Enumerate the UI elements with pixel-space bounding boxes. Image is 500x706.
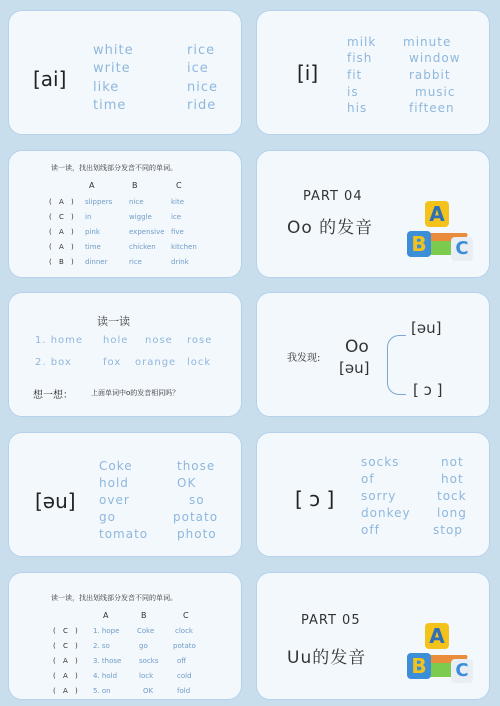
word: stop [433, 523, 463, 537]
word: expensive [129, 228, 165, 236]
word: fit [347, 68, 363, 82]
col-header: C [176, 181, 182, 190]
answer: A [59, 198, 64, 206]
part-label: PART 05 [301, 613, 361, 628]
bracket-open: ( [53, 657, 56, 665]
word: photo [177, 527, 217, 541]
word: nice [129, 198, 144, 206]
word: 2. box [35, 357, 72, 368]
word: ride [187, 98, 217, 113]
bracket-open: ( [53, 687, 56, 695]
slide-title: 读一读 [97, 315, 130, 328]
word: 1. home [35, 335, 84, 346]
think-question: 上面单词中o的发音相同吗？ [91, 389, 180, 397]
slide-exercise-i [8, 150, 242, 278]
word: go [99, 510, 116, 524]
word: hole [103, 335, 129, 346]
word: Coke [99, 459, 133, 473]
bracket-close: ) [71, 228, 74, 236]
word: clock [175, 627, 193, 635]
brace [387, 335, 406, 395]
word: fold [177, 687, 191, 695]
word: nose [145, 335, 173, 346]
answer: A [59, 228, 64, 236]
bracket-open: ( [49, 213, 52, 221]
word: 2. so [93, 642, 110, 650]
bracket-open: ( [53, 627, 56, 635]
slide-ai [8, 10, 242, 135]
word: socks [361, 455, 400, 469]
word: go [139, 642, 148, 650]
word: dinner [85, 258, 108, 266]
phoneme-top: [əu] [411, 319, 442, 337]
word: nice [187, 80, 218, 95]
word: music [415, 85, 456, 99]
word: potato [173, 642, 196, 650]
word: in [85, 213, 92, 221]
word: potato [173, 510, 219, 524]
answer: A [63, 672, 68, 680]
word: fifteen [409, 101, 455, 115]
word: fish [347, 51, 373, 65]
word: white [93, 43, 134, 58]
word: milk [347, 35, 377, 49]
col-header: A [89, 181, 95, 190]
word: write [93, 61, 131, 76]
block-b: B [407, 231, 431, 257]
slide-part05 [256, 572, 490, 700]
word: orange [135, 357, 177, 368]
col-header: A [103, 611, 109, 620]
slide-read [8, 292, 242, 417]
phoneme-label: [əu] [35, 489, 76, 513]
word: off [361, 523, 380, 537]
bracket-close: ) [71, 258, 74, 266]
word: hot [441, 472, 464, 486]
word: so [189, 493, 205, 507]
word: 4. hold [93, 672, 118, 680]
slide-discovery [256, 292, 490, 417]
phoneme-label: [ai] [33, 67, 67, 91]
bracket-close: ) [75, 657, 78, 665]
word: off [177, 657, 187, 665]
part-label: PART 04 [303, 189, 363, 204]
slide-i [256, 10, 490, 135]
instruction: 读一读，找出划线部分发音不同的单词。 [51, 164, 177, 172]
word: like [93, 80, 120, 95]
word: long [437, 506, 467, 520]
word: hold [99, 476, 129, 490]
section-title: Oo 的发音 [287, 218, 374, 238]
word: 3. those [93, 657, 122, 665]
word: those [177, 459, 216, 473]
phoneme-label: [ ɔ ] [295, 487, 335, 511]
word: of [361, 472, 375, 486]
answer: A [63, 687, 68, 695]
word: rice [129, 258, 142, 266]
word: tock [437, 489, 467, 503]
word: fox [103, 357, 122, 368]
word: pink [85, 228, 100, 236]
bracket-close: ) [75, 672, 78, 680]
col-header: B [132, 181, 138, 190]
word: OK [177, 476, 197, 490]
word: slippers [85, 198, 113, 206]
abc-blocks-illustration [405, 619, 475, 691]
word: socks [139, 657, 159, 665]
col-header: C [183, 611, 189, 620]
think-label: 想一想： [33, 390, 73, 401]
col-header: B [141, 611, 147, 620]
word: OK [143, 687, 154, 695]
bracket-close: ) [71, 198, 74, 206]
word: donkey [361, 506, 411, 520]
bracket-open: ( [53, 672, 56, 680]
word: cold [177, 672, 192, 680]
instruction: 读一读，找出划线部分发音不同的单词。 [51, 594, 177, 602]
word: rabbit [409, 68, 451, 82]
bracket-open: ( [49, 228, 52, 236]
word: wiggle [129, 213, 152, 221]
word: is [347, 85, 359, 99]
answer: A [63, 657, 68, 665]
answer: C [59, 213, 64, 221]
word: rice [187, 43, 216, 58]
word: 1. hope [93, 627, 120, 635]
word: ice [187, 61, 209, 76]
phoneme-bottom: [ ɔ ] [413, 381, 443, 399]
word: five [171, 228, 184, 236]
word: his [347, 101, 368, 115]
word: rose [187, 335, 213, 346]
phoneme-label: [i] [297, 61, 319, 85]
bracket-close: ) [75, 627, 78, 635]
block-a: A [425, 623, 449, 649]
word: kite [171, 198, 185, 206]
block-a: A [425, 201, 449, 227]
word: sorry [361, 489, 397, 503]
word: tomato [99, 527, 149, 541]
word: window [409, 51, 461, 65]
answer: C [63, 642, 68, 650]
bracket-close: ) [71, 243, 74, 251]
word: 5. on [93, 687, 111, 695]
word: minute [403, 35, 452, 49]
bracket-close: ) [71, 213, 74, 221]
bracket-open: ( [53, 642, 56, 650]
word: not [441, 455, 464, 469]
answer: C [63, 627, 68, 635]
word: lock [187, 357, 212, 368]
slide-o-short [256, 432, 490, 557]
bracket-close: ) [75, 687, 78, 695]
word: time [85, 243, 101, 251]
block-b: B [407, 653, 431, 679]
bracket-open: ( [49, 258, 52, 266]
block-c: C [451, 659, 473, 683]
letter-pair: Oo [345, 337, 369, 357]
bracket-open: ( [49, 198, 52, 206]
bracket-close: ) [75, 642, 78, 650]
bracket-open: ( [49, 243, 52, 251]
answer: A [59, 243, 64, 251]
word: kitchen [171, 243, 197, 251]
phoneme-middle: [əu] [339, 359, 370, 377]
abc-blocks-illustration [405, 197, 475, 269]
word: over [99, 493, 130, 507]
section-title: Uu的发音 [287, 648, 367, 668]
block-c: C [451, 237, 473, 261]
word: lock [139, 672, 154, 680]
word: ice [171, 213, 182, 221]
word: drink [171, 258, 189, 266]
discovery-label: 我发现: [287, 353, 321, 364]
word: chicken [129, 243, 156, 251]
answer: B [59, 258, 64, 266]
slide-ou [8, 432, 242, 557]
slide-exercise-o [8, 572, 242, 700]
word: Coke [137, 627, 155, 635]
word: time [93, 98, 127, 113]
slide-part04 [256, 150, 490, 278]
